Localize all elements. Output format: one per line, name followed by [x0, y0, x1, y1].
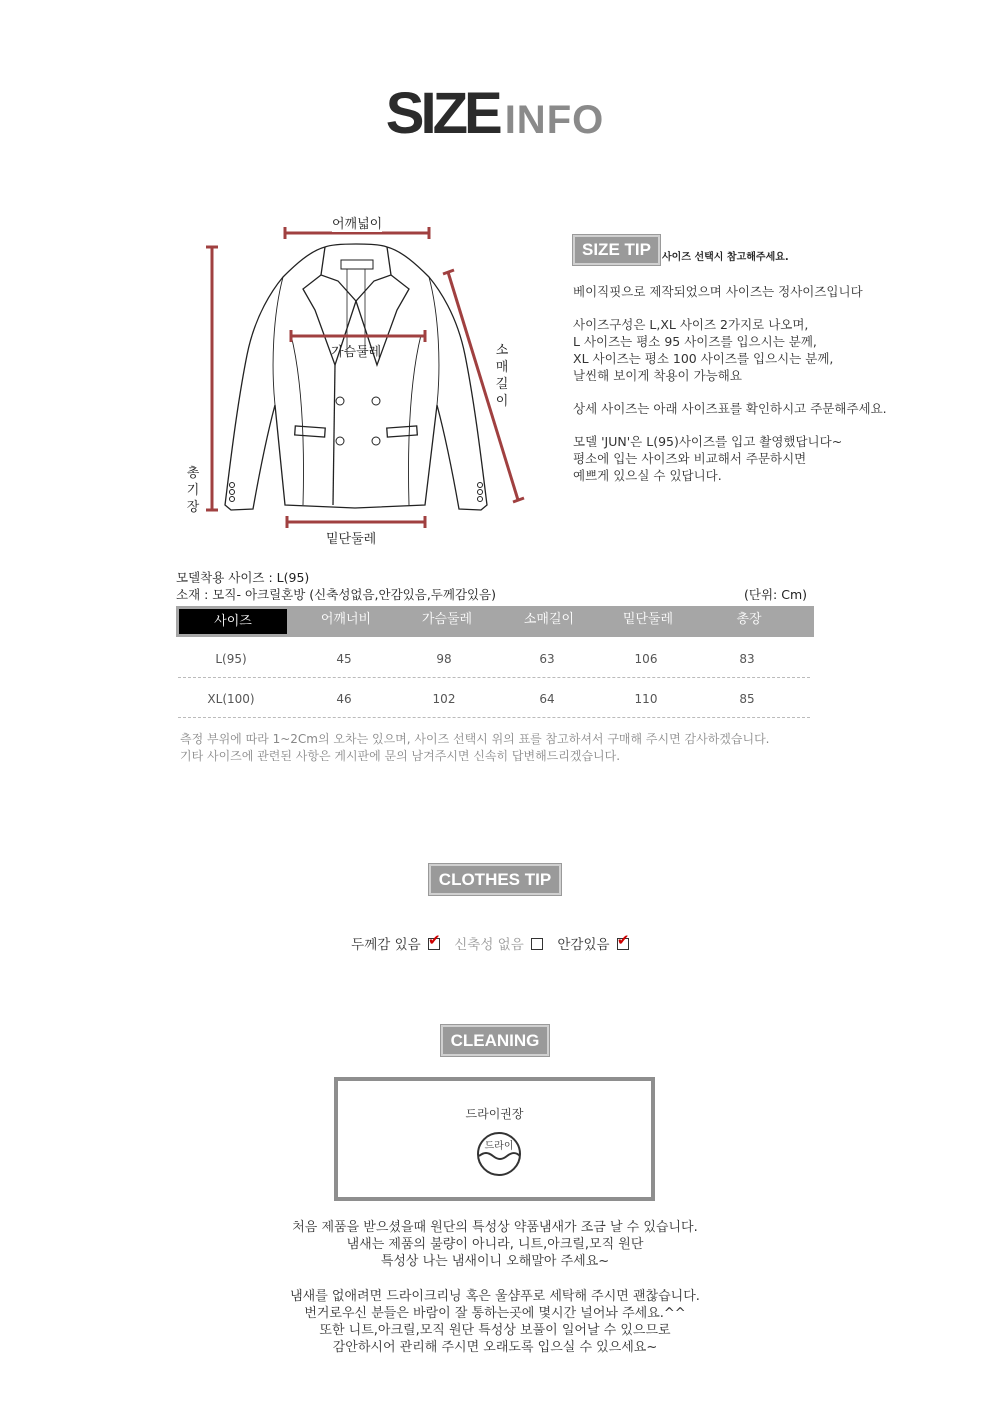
jacket-diagram [175, 205, 545, 550]
table-cell: XL(100) [207, 692, 255, 706]
header-cell-total: 총장 [736, 612, 762, 627]
table-cell: 63 [539, 652, 555, 666]
size-info-header [0, 80, 990, 147]
checkbox-thickness [427, 931, 441, 950]
cleaning-line: 감안하시어 관리해 주시면 오래도록 입으실 수 있으세요~ [332, 1340, 658, 1355]
tip-line: 모델 'JUN'은 L(95)사이즈를 입고 촬영했답니다~ [573, 434, 843, 449]
row-divider [178, 717, 810, 718]
cleaning-line: 또한 니트,아크릴,모직 원단 특성상 보풀이 일어날 수 있으므로 [319, 1323, 671, 1338]
cleaning-paragraph [0, 1219, 990, 1270]
table-cell: 64 [539, 692, 555, 706]
check-item-stretch: 신축성 없음 [454, 937, 524, 953]
cleaning-paragraph [0, 1288, 990, 1356]
clothes-tip-checklist [0, 933, 990, 953]
table-row [176, 646, 814, 686]
jacket-illustration [175, 205, 545, 550]
tip-line: 날씬해 보이게 착용이 가능해요 [573, 368, 742, 383]
hem-label: 밑단둘레 [326, 528, 376, 547]
material-text: 소재 : 모직- 아크릴혼방 (신축성없음,안감있음,두께감있음) [176, 587, 497, 602]
table-cell: 98 [436, 652, 452, 666]
tip-line: L 사이즈는 평소 95 사이즈를 입으시는 분께, [573, 334, 817, 349]
table-cell: L(95) [215, 652, 247, 666]
clothes-tip-badge: CLOTHES TIP [429, 864, 561, 895]
header-title-big: SIZE [385, 81, 499, 146]
dry-clean-label: 드라이권장 [465, 1107, 524, 1121]
table-cell: 45 [336, 652, 352, 666]
tip-line: 예쁘게 있으실 수 있답니다. [573, 468, 722, 483]
cleaning-line: 번거로우신 분들은 바람이 잘 통하는곳에 몇시간 널어놔 주세요.^^ [304, 1306, 686, 1321]
header-cell-chest: 가슴둘레 [421, 612, 473, 627]
header-cell-size: 사이즈 [179, 609, 287, 634]
check-item-lining: 안감있음 [557, 937, 610, 953]
cleaning-notes [0, 1219, 990, 1374]
note-line: 측정 부위에 따라 1~2Cm의 오차는 있으며, 사이즈 선택시 위의 표를 참고하셔서 구매해 주시면 감사하겠습니다. [180, 732, 770, 746]
table-cell: 106 [634, 652, 658, 666]
table-notes [180, 731, 769, 765]
check-item-thickness: 두께감 있음 [351, 937, 421, 953]
header-title-small: INFO [504, 98, 605, 142]
table-cell: 110 [634, 692, 658, 706]
cleaning-line: 특성상 나는 냄새이니 오해말아 주세요~ [380, 1254, 610, 1269]
cleaning-header [0, 1031, 990, 1051]
shoulder-label: 어깨넓이 [332, 213, 382, 232]
chest-label: 가슴둘레 [331, 345, 382, 360]
dry-clean-icon [474, 1132, 524, 1180]
unit-text: (단위: Cm) [744, 587, 807, 602]
header-cell-sleeve: 소매길이 [523, 612, 575, 627]
table-cell: 83 [739, 652, 755, 666]
note-line: 기타 사이즈에 관련된 사항은 게시판에 문의 남겨주시면 신속히 답변해드리겠습니다. [180, 749, 621, 763]
tip-line: 상세 사이즈는 아래 사이즈표를 확인하시고 주문해주세요. [573, 401, 887, 416]
size-tip-paragraph [573, 433, 963, 484]
tip-line: 사이즈구성은 L,XL 사이즈 2가지로 나오며, [573, 317, 809, 332]
tip-line: XL 사이즈는 평소 100 사이즈를 입으시는 분께, [573, 351, 834, 366]
size-tip-paragraph [573, 316, 963, 384]
size-tip-body [573, 283, 963, 500]
tip-line: 베이직핏으로 제작되었으며 사이즈는 정사이즈입니다 [573, 284, 863, 299]
header-cell-hem: 밑단둘레 [622, 612, 674, 627]
sleeve-label: 소매길이 [495, 343, 509, 409]
size-table-header [176, 606, 814, 637]
clothes-tip-header [0, 870, 990, 890]
table-cell: 46 [336, 692, 352, 706]
model-size-text: 모델착용 사이즈 : L(95) [176, 570, 310, 585]
size-tip-subtitle: 사이즈 선택시 참고해주세요. [662, 252, 789, 263]
cleaning-line: 처음 제품을 받으셨을때 원단의 특성상 약품냄새가 조금 날 수 있습니다. [292, 1220, 698, 1235]
size-tip-badge: SIZE TIP [573, 235, 660, 265]
row-divider [178, 677, 810, 678]
table-cell: 102 [432, 692, 456, 706]
cleaning-line: 냄새를 없애려면 드라이크리닝 혹은 울샴푸로 세탁해 주시면 괜찮습니다. [290, 1289, 700, 1304]
header-cell-shoulder: 어깨너비 [320, 612, 372, 627]
cleaning-instructions-box [334, 1077, 655, 1201]
cleaning-badge: CLEANING [441, 1025, 550, 1056]
dry-clean-icon-text: 드라이 [484, 1141, 514, 1152]
check-mark-icon: ✔ [427, 931, 441, 949]
checkbox-stretch [531, 938, 543, 950]
size-tip-paragraph [573, 400, 963, 417]
total-length-label: 총기장 [186, 466, 200, 515]
tip-line: 평소에 입는 사이즈와 비교해서 주문하시면 [573, 451, 807, 466]
check-mark-icon: ✔ [616, 931, 630, 949]
cleaning-line: 냄새는 제품의 불량이 아니라, 니트,아크릴,모직 원단 [346, 1237, 644, 1252]
size-tip-paragraph [573, 283, 963, 300]
checkbox-lining [616, 931, 630, 950]
table-row [176, 686, 814, 726]
table-cell: 85 [739, 692, 755, 706]
